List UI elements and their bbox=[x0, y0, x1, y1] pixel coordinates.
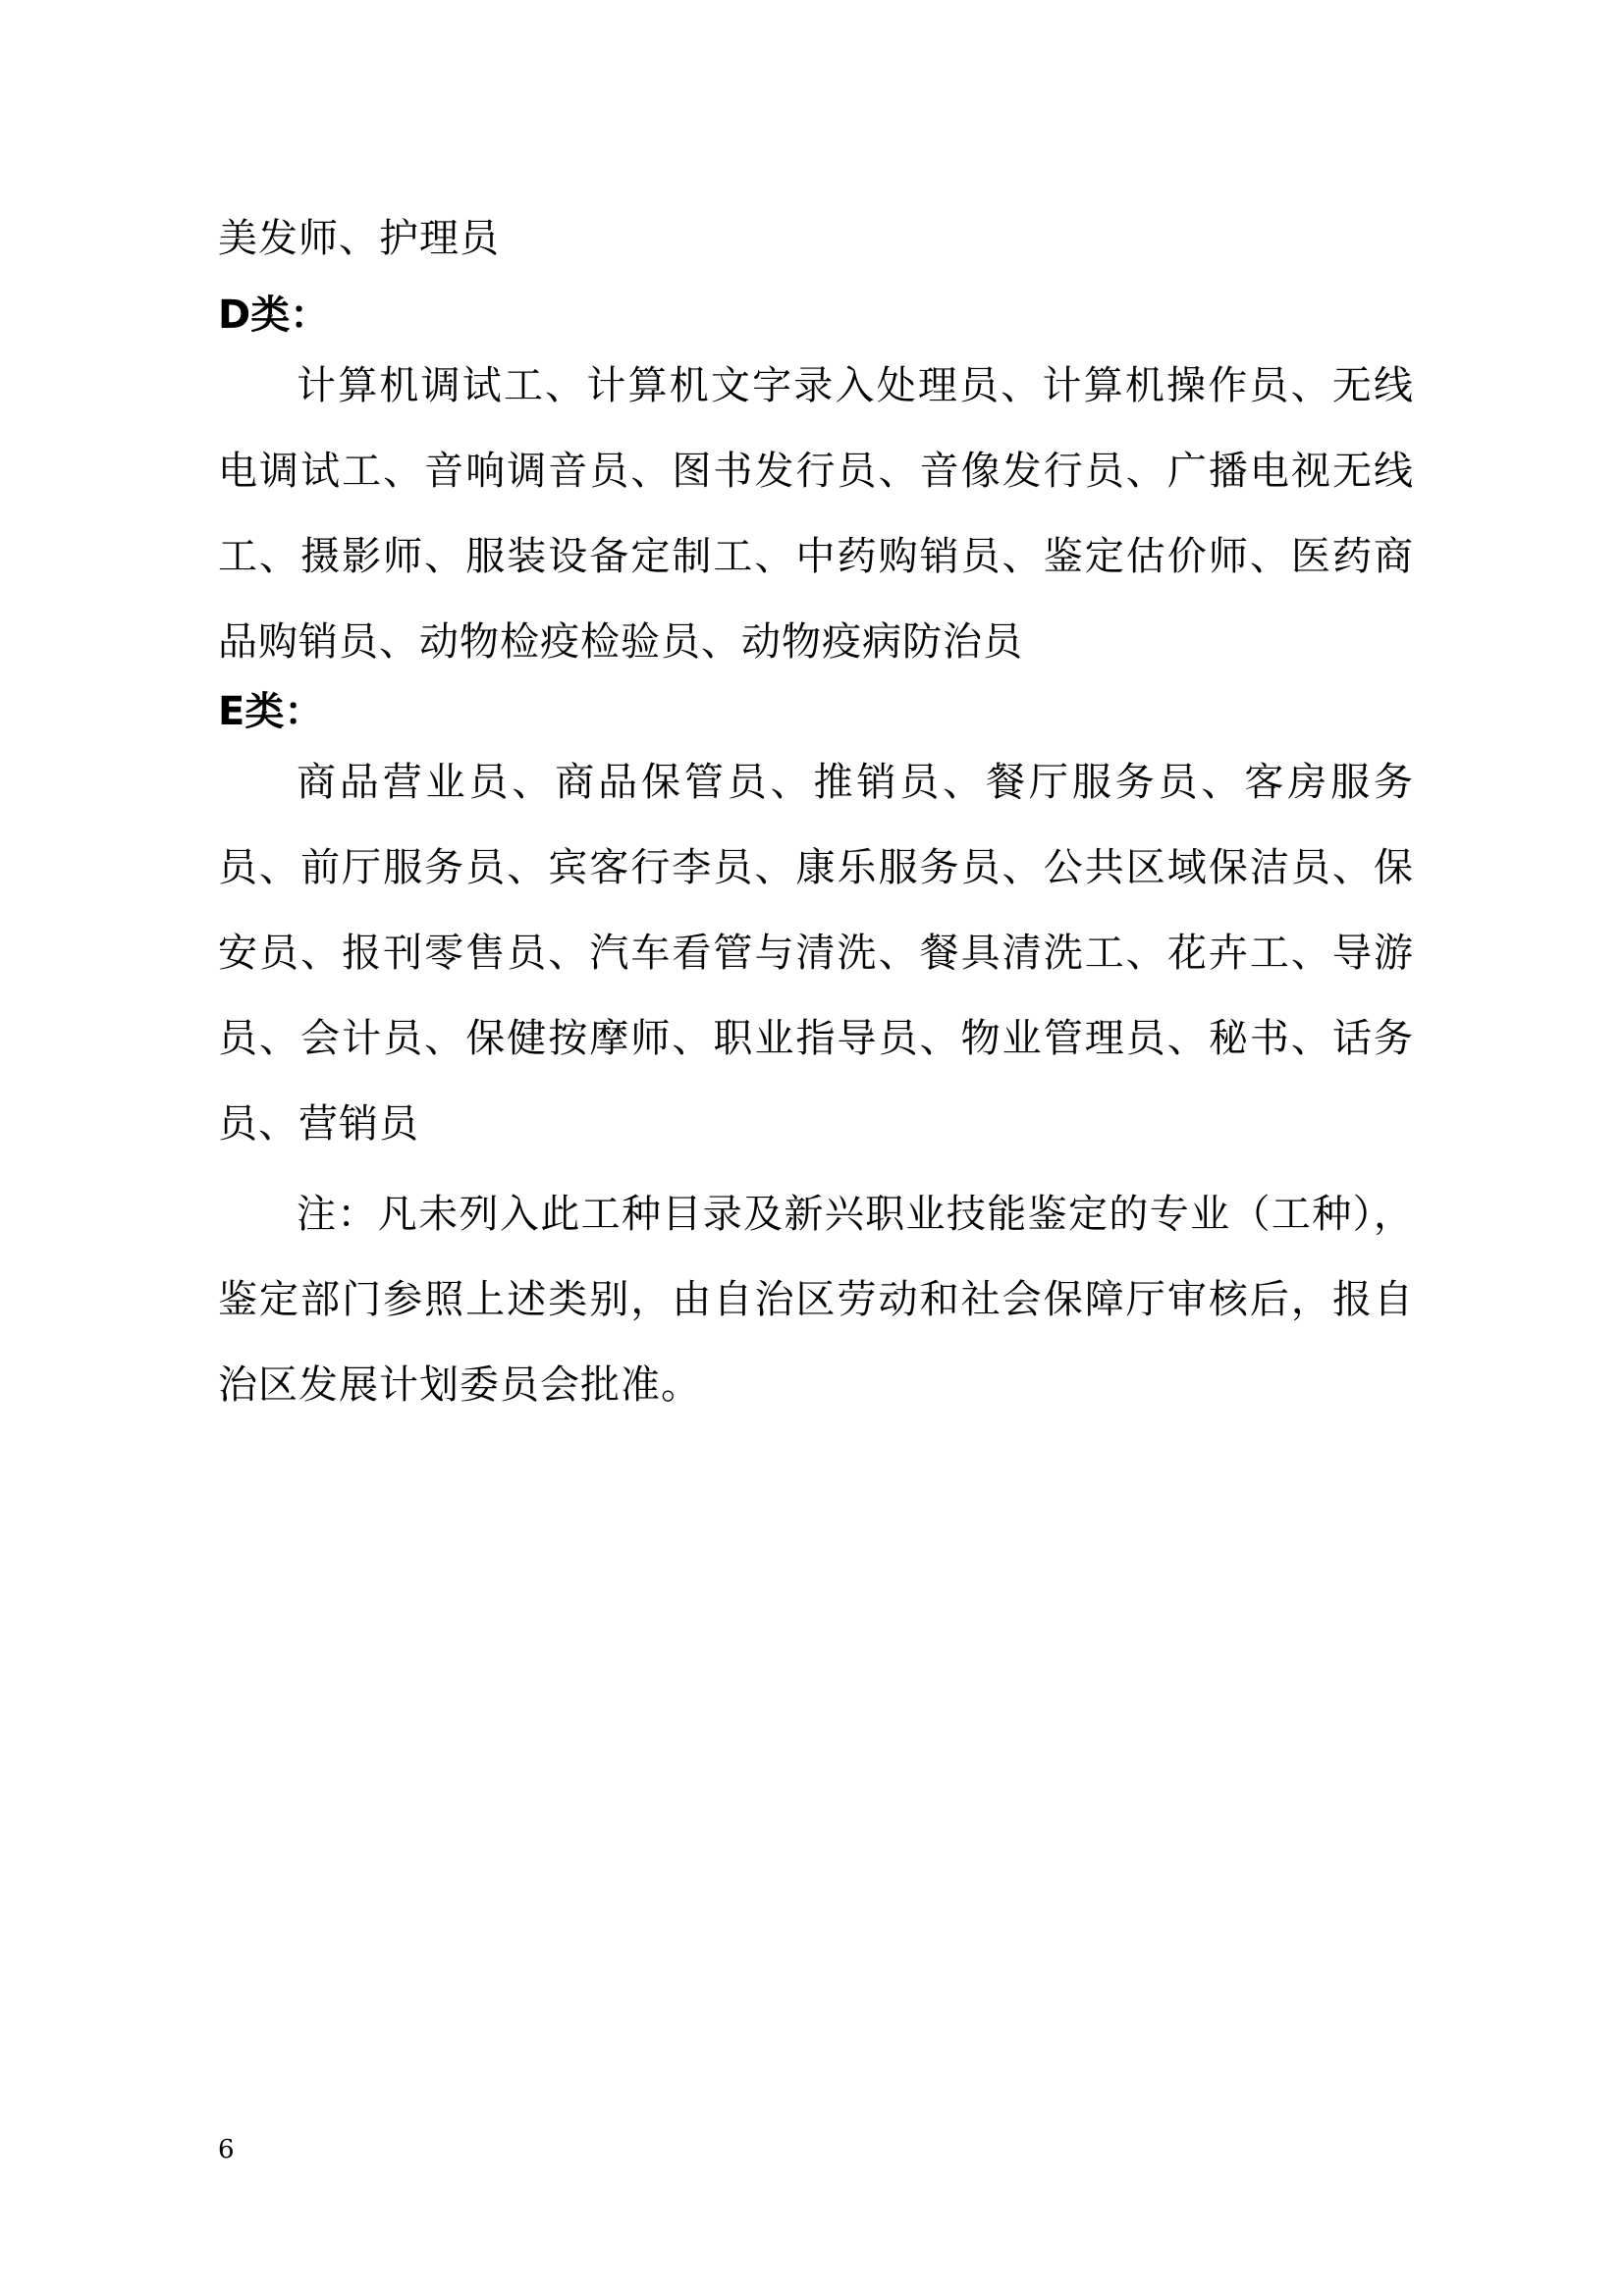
page-number: 6 bbox=[218, 2135, 235, 2164]
section-body-e: 商品营业员、商品保管员、推销员、餐厅服务员、客房服务员、前厅服务员、宾客行李员、康乐服务员、公共区域保洁员、保安员、报刊零售员、汽车看管与清洗、餐具清洗工、花卉工、导游员、会计员、保健按摩师、职业指导员、物业管理员、秘书、话务员、营销员 bbox=[218, 760, 1414, 1147]
continuation-text: 美发师、护理员 bbox=[218, 216, 500, 261]
section-heading-e: E类： bbox=[218, 689, 324, 734]
section-body-d: 计算机调试工、计算机文字录入处理员、计算机操作员、无线电调试工、音响调音员、图书发行员、音像发行员、广播电视无线工、摄影师、服装设备定制工、中药购销员、鉴定估价师、医药商品购销员、动物检疫检验员、动物疫病防治员 bbox=[218, 363, 1414, 665]
note-paragraph: 注：凡未列入此工种目录及新兴职业技能鉴定的专业（工种），鉴定部门参照上述类别，由自治区劳动和社会保障厅审核后，报自治区发展计划委员会批准。 bbox=[218, 1192, 1414, 1408]
section-heading-d: D类： bbox=[218, 293, 330, 338]
